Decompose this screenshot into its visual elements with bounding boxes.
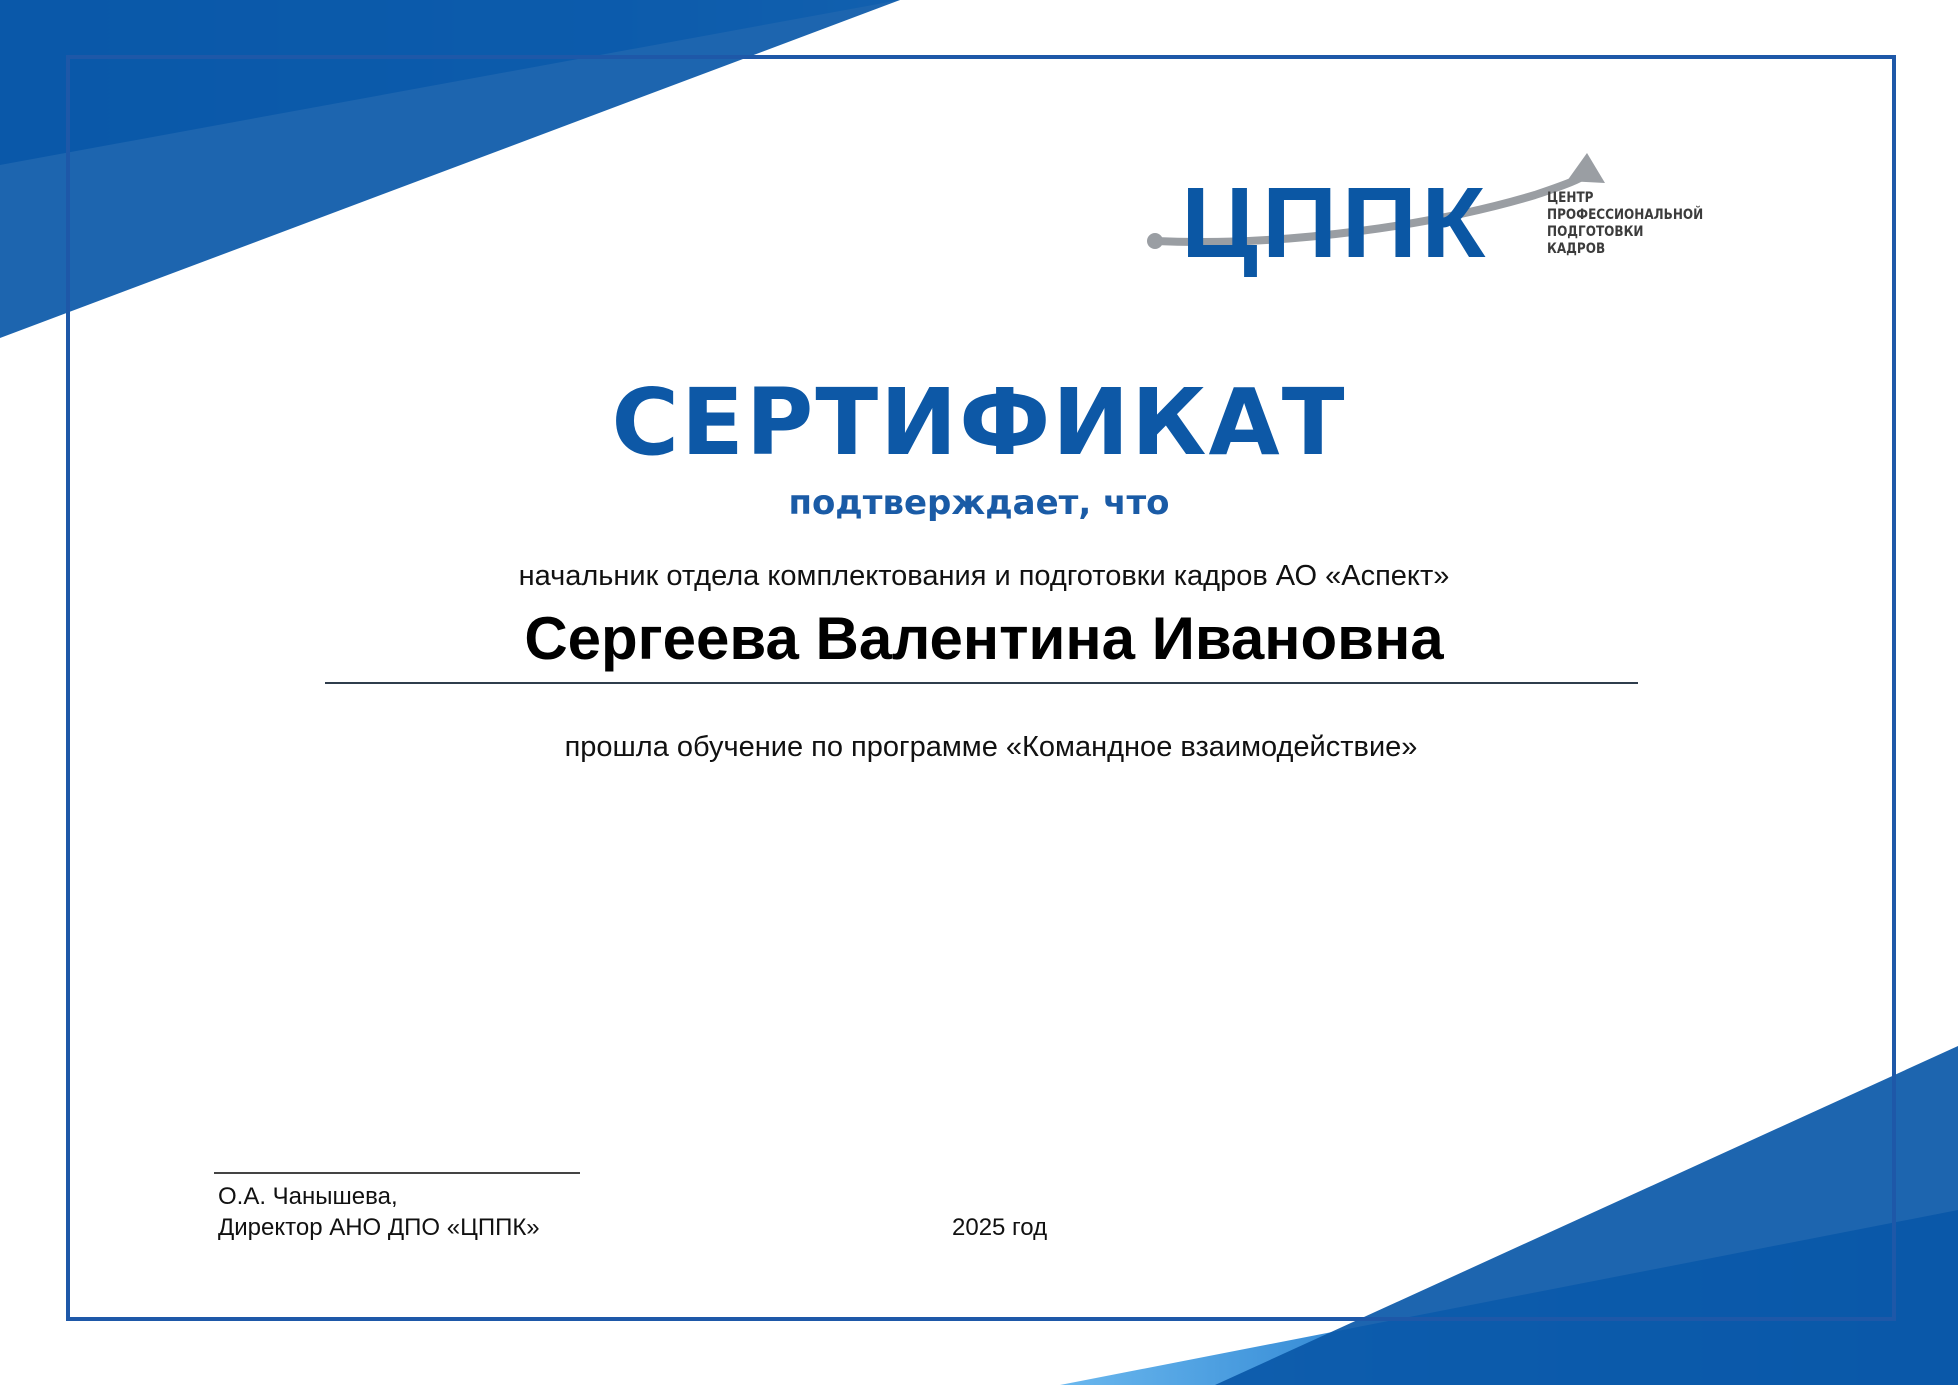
recipient-name: Сергеева Валентина Ивановна xyxy=(524,605,1444,672)
recipient-position: начальник отдела комплектования и подготовки кадров АО «Аспект» xyxy=(518,560,1450,592)
logo-caption-line: ЦЕНТР xyxy=(1547,190,1594,206)
name-underline xyxy=(325,682,1638,684)
signer-title: Директор АНО ДПО «ЦППК» xyxy=(218,1214,540,1241)
signature-line xyxy=(214,1172,580,1174)
cppk-logo xyxy=(1135,135,1704,285)
signer-name: О.А. Чанышева, xyxy=(218,1183,398,1210)
program-statement: прошла обучение по программе «Командное взаимодействие» xyxy=(564,731,1418,763)
logo-letters: ЦППК xyxy=(1181,167,1490,279)
logo-caption-line: ПРОФЕССИОНАЛЬНОЙ xyxy=(1547,207,1704,223)
logo-caption-line: КАДРОВ xyxy=(1547,241,1606,257)
logo-caption xyxy=(1547,190,1703,258)
logo-caption-line: ПОДГОТОВКИ xyxy=(1547,224,1644,240)
certificate-title: СЕРТИФИКАТ xyxy=(611,369,1347,476)
certificate-subtitle: подтверждает, что xyxy=(788,483,1170,523)
certificate-year: 2025 год xyxy=(952,1214,1048,1241)
